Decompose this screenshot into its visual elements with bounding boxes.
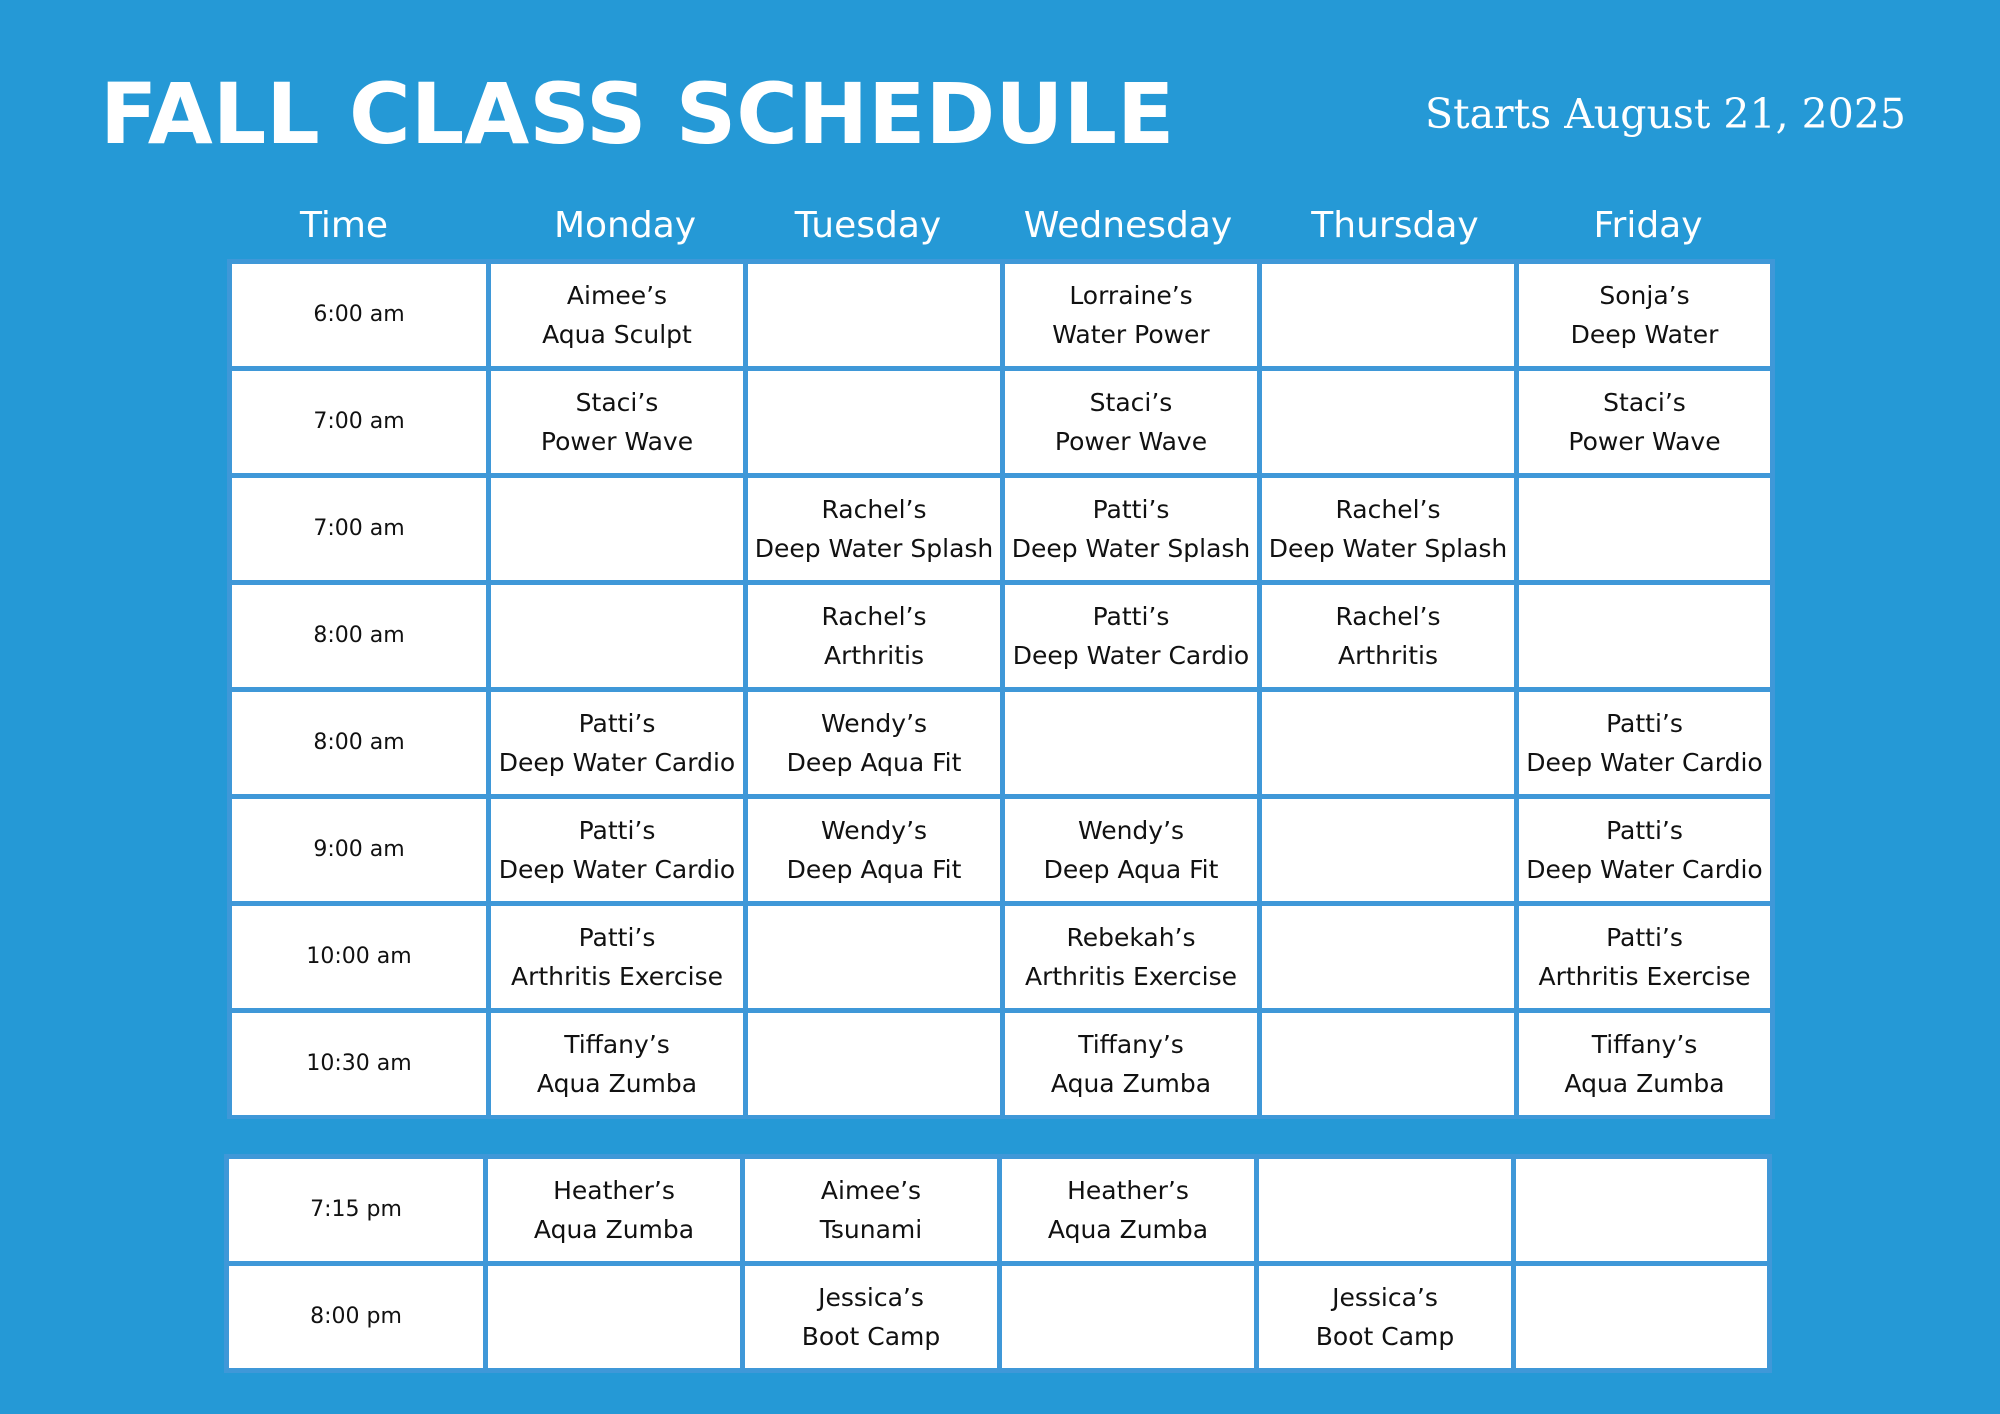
evening-schedule-table — [224, 1154, 1772, 1373]
class-name: Arthritis Exercise — [511, 962, 723, 991]
class-instructor: Jessica’s — [818, 1283, 924, 1312]
column-header-friday: Friday — [1593, 205, 1703, 246]
time-cell: 9:00 am — [232, 799, 486, 901]
class-cell — [491, 264, 743, 366]
class-cell — [491, 799, 743, 901]
class-cell — [1005, 264, 1257, 366]
class-cell — [748, 585, 1000, 687]
column-headers — [0, 196, 2000, 256]
class-cell — [488, 1266, 740, 1368]
class-name: Deep Water Splash — [754, 534, 994, 563]
class-cell — [748, 799, 1000, 901]
class-cell — [1519, 478, 1770, 580]
class-instructor: Heather’s — [1067, 1176, 1189, 1205]
class-instructor: Tiffany’s — [1078, 1030, 1184, 1059]
class-name: Deep Water Cardio — [1012, 641, 1250, 670]
class-cell — [1262, 906, 1514, 1008]
class-cell — [1262, 585, 1514, 687]
class-cell — [1005, 692, 1257, 794]
class-cell — [748, 692, 1000, 794]
class-name: Aqua Sculpt — [542, 320, 692, 349]
class-cell — [1002, 1266, 1254, 1368]
class-instructor: Rachel’s — [1335, 602, 1441, 631]
class-cell — [488, 1159, 740, 1261]
class-cell — [491, 371, 743, 473]
class-name: Aqua Zumba — [533, 1215, 695, 1244]
class-cell — [1259, 1266, 1511, 1368]
class-name: Deep Aqua Fit — [786, 855, 962, 884]
class-name: Deep Water Cardio — [498, 855, 736, 884]
class-cell — [1262, 799, 1514, 901]
class-cell — [745, 1266, 997, 1368]
class-cell — [491, 478, 743, 580]
class-name: Power Wave — [540, 427, 694, 456]
class-instructor: Wendy’s — [820, 816, 928, 845]
class-name: Boot Camp — [1315, 1322, 1455, 1351]
class-cell — [1519, 692, 1770, 794]
column-header-time: Time — [299, 205, 389, 246]
class-name: Water Power — [1052, 320, 1210, 349]
class-name: Arthritis Exercise — [1538, 962, 1751, 991]
class-cell — [491, 692, 743, 794]
time-cell: 7:00 am — [232, 478, 486, 580]
class-instructor: Patti’s — [578, 923, 656, 952]
time-cell: 7:00 am — [232, 371, 486, 473]
class-cell — [491, 585, 743, 687]
class-cell — [1262, 264, 1514, 366]
class-name: Arthritis — [823, 641, 925, 670]
class-cell — [1005, 478, 1257, 580]
column-header-tuesday: Tuesday — [794, 205, 942, 246]
class-cell — [491, 1013, 743, 1115]
class-instructor: Wendy’s — [1077, 816, 1185, 845]
class-instructor: Wendy’s — [820, 709, 928, 738]
class-cell — [1005, 585, 1257, 687]
class-instructor: Patti’s — [578, 816, 656, 845]
class-cell — [748, 906, 1000, 1008]
column-header-thursday: Thursday — [1311, 205, 1479, 246]
class-instructor: Rachel’s — [821, 602, 927, 631]
class-name: Arthritis — [1337, 641, 1439, 670]
class-instructor: Patti’s — [1606, 923, 1683, 952]
class-cell — [745, 1159, 997, 1261]
class-cell — [1516, 1159, 1767, 1261]
class-instructor: Staci’s — [1089, 388, 1173, 417]
morning-schedule-table — [227, 259, 1775, 1119]
class-name: Aqua Zumba — [1564, 1069, 1725, 1098]
class-name: Aqua Zumba — [536, 1069, 698, 1098]
class-name: Power Wave — [1054, 427, 1208, 456]
class-cell — [748, 1013, 1000, 1115]
class-name: Power Wave — [1568, 427, 1721, 456]
start-date: Starts August 21, 2025 — [1425, 90, 1906, 138]
class-instructor: Rebekah’s — [1066, 923, 1196, 952]
class-instructor: Rachel’s — [821, 495, 927, 524]
class-name: Deep Aqua Fit — [786, 748, 962, 777]
class-instructor: Patti’s — [1092, 495, 1170, 524]
class-instructor: Staci’s — [1603, 388, 1686, 417]
class-instructor: Patti’s — [1092, 602, 1170, 631]
class-instructor: Staci’s — [575, 388, 659, 417]
class-instructor: Sonja’s — [1599, 281, 1690, 310]
class-name: Deep Water Cardio — [498, 748, 736, 777]
class-instructor: Heather’s — [553, 1176, 675, 1205]
class-cell — [1005, 371, 1257, 473]
time-cell: 6:00 am — [232, 264, 486, 366]
class-name: Tsunami — [819, 1215, 923, 1244]
time-cell: 8:00 am — [232, 692, 486, 794]
class-cell — [1519, 1013, 1770, 1115]
class-instructor: Jessica’s — [1332, 1283, 1438, 1312]
class-name: Aqua Zumba — [1047, 1215, 1209, 1244]
class-name: Deep Water Splash — [1011, 534, 1251, 563]
column-header-wednesday: Wednesday — [1023, 205, 1233, 246]
class-cell — [748, 371, 1000, 473]
class-cell — [1516, 1266, 1767, 1368]
class-cell — [1262, 371, 1514, 473]
class-name: Arthritis Exercise — [1025, 962, 1237, 991]
class-instructor: Rachel’s — [1335, 495, 1441, 524]
time-cell: 10:30 am — [232, 1013, 486, 1115]
class-name: Deep Water Cardio — [1526, 855, 1763, 884]
class-instructor: Aimee’s — [820, 1176, 922, 1205]
class-instructor: Tiffany’s — [564, 1030, 670, 1059]
class-name: Aqua Zumba — [1050, 1069, 1212, 1098]
time-cell: 8:00 pm — [229, 1266, 483, 1368]
class-cell — [1259, 1159, 1511, 1261]
class-cell — [748, 478, 1000, 580]
class-cell — [491, 906, 743, 1008]
class-instructor: Tiffany’s — [1591, 1030, 1698, 1059]
class-instructor: Patti’s — [578, 709, 656, 738]
class-cell — [1005, 799, 1257, 901]
class-cell — [1519, 264, 1770, 366]
class-instructor: Patti’s — [1606, 816, 1683, 845]
class-cell — [1262, 1013, 1514, 1115]
class-cell — [1005, 906, 1257, 1008]
column-header-monday: Monday — [553, 205, 697, 246]
class-cell — [1519, 585, 1770, 687]
class-instructor: Lorraine’s — [1069, 281, 1193, 310]
page-title: FALL CLASS SCHEDULE — [100, 65, 1175, 163]
time-cell: 8:00 am — [232, 585, 486, 687]
class-name: Boot Camp — [801, 1322, 941, 1351]
class-name: Deep Aqua Fit — [1043, 855, 1219, 884]
class-cell — [1002, 1159, 1254, 1261]
class-cell — [1519, 371, 1770, 473]
class-cell — [748, 264, 1000, 366]
class-name: Deep Water Splash — [1268, 534, 1508, 563]
class-instructor: Aimee’s — [566, 281, 668, 310]
class-name: Deep Water — [1570, 320, 1719, 349]
class-instructor: Patti’s — [1606, 709, 1683, 738]
time-cell: 10:00 am — [232, 906, 486, 1008]
class-cell — [1519, 799, 1770, 901]
class-cell — [1519, 906, 1770, 1008]
class-cell — [1262, 478, 1514, 580]
class-cell — [1005, 1013, 1257, 1115]
time-cell: 7:15 pm — [229, 1159, 483, 1261]
class-name: Deep Water Cardio — [1526, 748, 1763, 777]
class-cell — [1262, 692, 1514, 794]
